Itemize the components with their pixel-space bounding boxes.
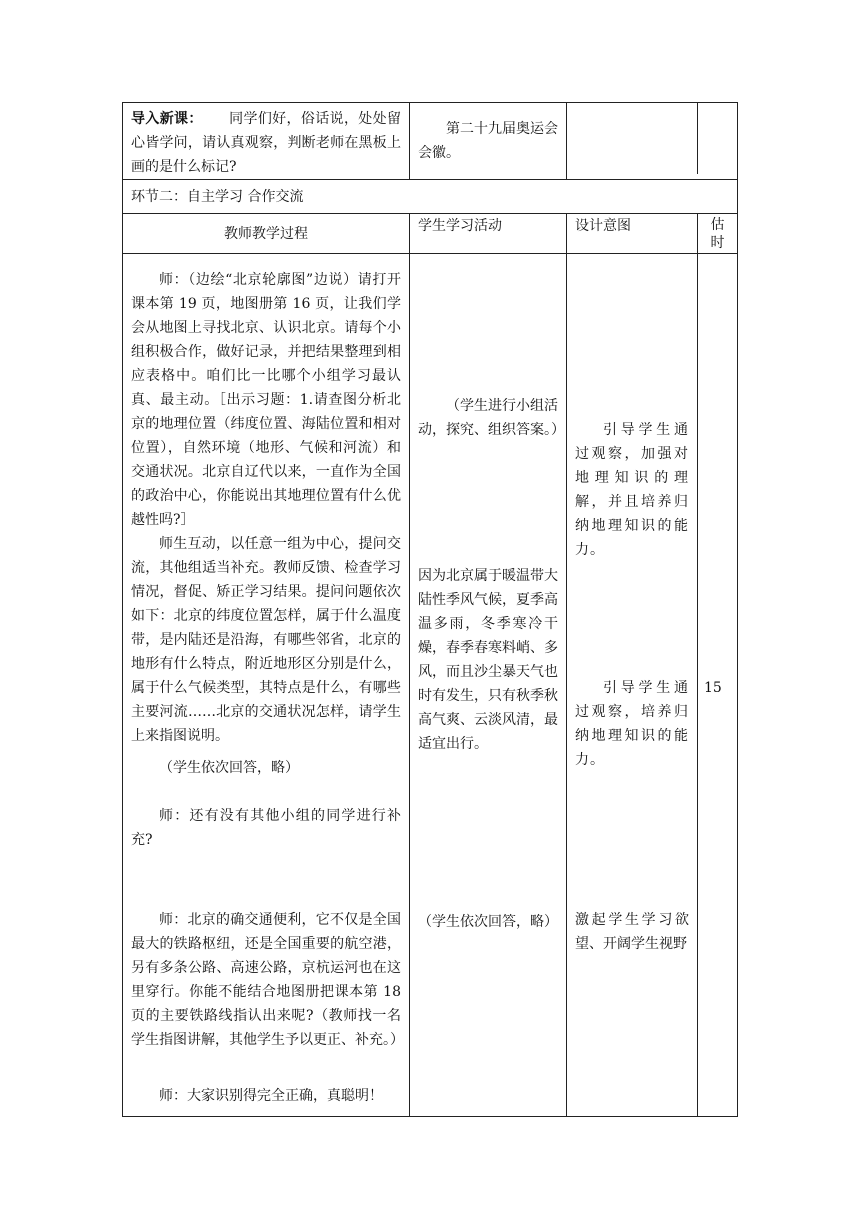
intro-student-cell: [410, 103, 567, 180]
teacher-paragraph-3: （学生依次回答，略）: [159, 760, 299, 776]
design-intent-cell: [567, 254, 698, 1117]
body-row: [123, 254, 738, 1117]
header-row: [123, 214, 738, 254]
teacher-paragraph-2: 师生互动，以任意一组为中心，提问交流，其他组适当补充。教师反馈、检查学习情况，督促、矫正学习结果。提问问题依次如下：北京的纬度位置怎样，属于什么温度带，是内陆还是沿海，有哪些邻省，北京的地形有什么特点，附近地形区分别是什么，属于什么气候类型，其特点是什么，有哪些主要河流……北京的交通状况怎样，请学生上来指图说明。: [131, 536, 401, 744]
teacher-paragraph-1: 师：（边绘“北京轮廓图”边说）请打开课本第 19 页，地图册第 16 页，让我们学会从地图上寻找北京、认识北京。请每个小组积极合作，做好记录，并把结果整理到相应表格中。咱们比一比哪个小组学习最认真、最主动。［出示习题：1.请查图分析北京的地理位置（纬度位置、海陆位置和相对位置），自然环境（地形、气候和河流）和交通状况。北京自辽代以来，一直作为全国的政治中心，你能说出其地理位置有什么优越性吗?］: [131, 272, 401, 528]
teacher-paragraph-4: 师：还有没有其他小组的同学进行补充?: [131, 808, 401, 848]
intro-label: 导入新课：: [131, 111, 203, 127]
intro-teacher-cell: [123, 103, 410, 180]
intro-student-answer: 第二十九届奥运会会徽。: [418, 121, 558, 161]
design-intent-2: 引导学生通过观察，培养归纳地理知识的能力。: [575, 680, 689, 768]
student-activity-3: （学生依次回答，略）: [418, 914, 558, 930]
time-estimate: 15: [704, 680, 722, 696]
section-row: [123, 180, 738, 214]
teacher-paragraph-5: 师：北京的确交通便利，它不仅是全国最大的铁路枢纽，还是全国重要的航空港，另有多条公路、高速公路，京杭运河也在这里穿行。你能不能结合地图册把课本第 18 页的主要铁路线指认出来呢?（教师找一名学生指图讲解，其他学生予以更正、补充。）: [131, 912, 404, 1048]
time-estimate-cell: [698, 254, 738, 1117]
lesson-plan-table: [122, 102, 738, 1117]
header-student: 学生学习活动: [410, 214, 567, 254]
design-intent-1: 引导学生通过观察，加强对地理知识的理解，并且培养归纳地理知识的能力。: [575, 422, 689, 558]
student-activity-cell: [410, 254, 567, 1117]
section-title-cell: [123, 180, 738, 214]
design-intent-3: 激起学生学习欲望、开阔学生视野: [575, 912, 689, 952]
intro-text: 导入新课： 同学们好，俗话说，处处留心皆学问，请认真观察，判断老师在黑板上画的是什么标记?: [131, 111, 402, 175]
intro-row: [123, 103, 738, 180]
student-activity-2: 因为北京属于暖温带大陆性季风气候，夏季高温多雨，冬季寒冷干燥，春季春寒料峭、多风，而且沙尘暴天气也时有发生，只有秋季秋高气爽、云淡风清，最适宜出行。: [418, 568, 558, 752]
header-teacher: 教师教学过程: [123, 214, 410, 254]
student-activity-1: （学生进行小组活动，探究、组织答案。）: [418, 398, 565, 438]
teacher-process-cell: [123, 254, 410, 1117]
intro-empty-cell: [567, 103, 738, 180]
section-title: 环节二：自主学习 合作交流: [131, 188, 304, 205]
teacher-paragraph-6: 师：大家识别得完全正确，真聪明！: [159, 1088, 383, 1104]
header-design: 设计意图: [567, 214, 698, 254]
header-time: 估时: [698, 214, 738, 254]
